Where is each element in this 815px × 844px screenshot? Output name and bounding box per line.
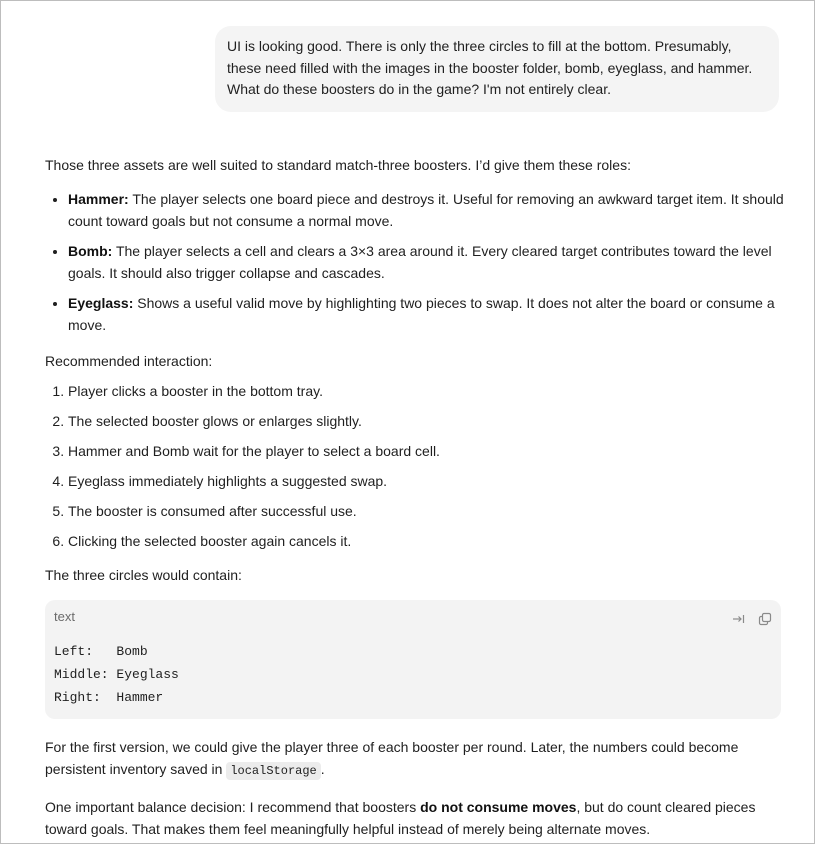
circles-heading: The three circles would contain: — [45, 567, 242, 583]
role-text: Shows a useful valid move by highlighting two pieces to swap. It does not alter the board or consume a move. — [68, 295, 775, 333]
copy-icon[interactable] — [758, 610, 772, 624]
user-message-text: UI is looking good. There is only the three circles to fill at the bottom. Presumably, these need filled with the images in the booster folder, bomb, eyeglass, and hammer. What do these boosters do in the game? I'm not entirely clear. — [227, 38, 753, 97]
role-text: The player selects one board piece and destroys it. Useful for removing an awkward target item. It should count toward goals but not consume a normal move. — [68, 191, 784, 229]
reply-intro: Those three assets are well suited to standard match-three boosters. I’d give them these roles: — [45, 157, 631, 173]
first-version-paragraph — [45, 736, 785, 782]
code-line: Right: Hammer — [54, 690, 164, 705]
code-block — [45, 600, 781, 719]
list-item: 1. Player clicks a booster in the bottom tray. — [68, 380, 785, 402]
list-item: 2. The selected booster glows or enlarges slightly. — [68, 410, 785, 432]
list-item — [68, 240, 785, 284]
code-line: Middle: Eyeglass — [54, 667, 179, 682]
code-language-label: text — [54, 609, 75, 624]
list-item: 4. Eyeglass immediately highlights a suggested swap. — [68, 470, 785, 492]
list-item — [68, 188, 785, 232]
recommended-heading: Recommended interaction: — [45, 353, 213, 369]
code-body — [54, 640, 772, 709]
list-item: 5. The booster is consumed after successful use. — [68, 500, 785, 522]
code-header — [54, 608, 772, 626]
assistant-reply — [45, 154, 785, 840]
inline-code-localstorage: localStorage — [226, 762, 320, 780]
role-name: Bomb: — [68, 243, 113, 259]
first-version-text: For the first version, we could give the player three of each booster per round. Later, the numbers could become persistent inventory saved in — [45, 739, 739, 777]
interaction-steps-list — [45, 380, 785, 552]
code-actions — [732, 610, 772, 624]
booster-roles-list — [45, 188, 785, 336]
balance-bold: do not consume moves — [420, 799, 577, 815]
first-version-end: . — [320, 761, 325, 777]
balance-text: One important balance decision: I recommend that boosters — [45, 799, 421, 815]
user-message-bubble — [215, 26, 779, 112]
list-item: 6. Clicking the selected booster again cancels it. — [68, 530, 785, 552]
balance-paragraph — [45, 796, 785, 840]
list-item: 3. Hammer and Bomb wait for the player to select a board cell. — [68, 440, 785, 462]
role-name: Hammer: — [68, 191, 129, 207]
code-line: Left: Bomb — [54, 644, 148, 659]
balance-text-end: , but do count cleared pieces toward goals. That makes them feel meaningfully helpful instead of merely being alternate moves. — [45, 799, 756, 837]
role-text: The player selects a cell and clears a 3×3 area around it. Every cleared target contributes toward the level goals. It should also trigger collapse and cascades. — [68, 243, 772, 281]
wrap-icon[interactable] — [732, 610, 746, 624]
role-name: Eyeglass: — [68, 295, 134, 311]
list-item — [68, 292, 785, 336]
